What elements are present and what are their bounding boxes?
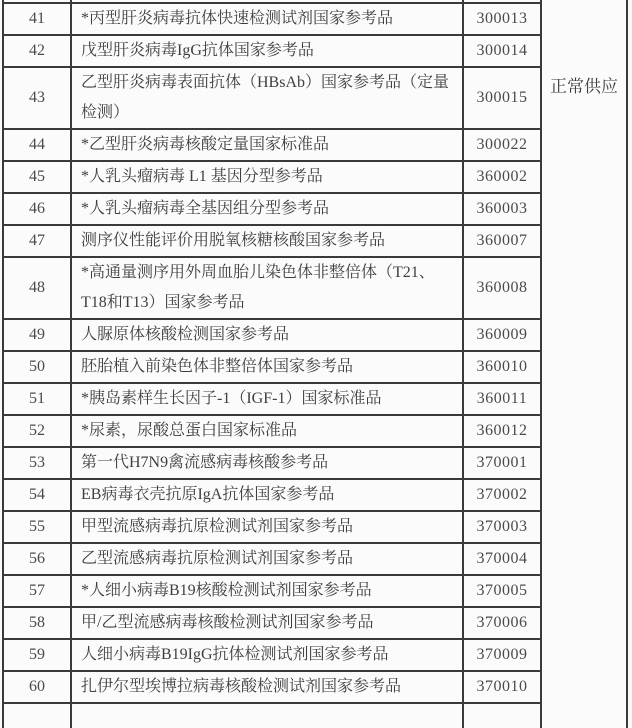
item-code-cell: 300014 — [463, 35, 541, 67]
row-number-cell: 57 — [3, 575, 71, 607]
item-name-cell: *乙型肝炎病毒核酸定量国家标准品 — [71, 129, 463, 161]
item-name-cell: 人细小病毒B19IgG抗体检测试剂国家参考品 — [71, 639, 463, 671]
item-code-cell: 370004 — [463, 543, 541, 575]
item-name-cell: *丙型肝炎病毒抗体快速检测试剂国家参考品 — [71, 3, 463, 35]
row-number-cell: 54 — [3, 479, 71, 511]
item-code-cell: 360011 — [463, 383, 541, 415]
row-number-cell: 42 — [3, 35, 71, 67]
row-number-cell: 58 — [3, 607, 71, 639]
item-code-cell: 370001 — [463, 447, 541, 479]
row-number-cell: 43 — [3, 67, 71, 129]
table-row — [3, 319, 627, 351]
table-row — [3, 479, 627, 511]
row-number-cell: 46 — [3, 193, 71, 225]
table-row — [3, 67, 627, 129]
item-code-cell: 360008 — [463, 257, 541, 319]
table-body — [3, 0, 627, 728]
reference-table-container — [2, 0, 630, 695]
item-code-cell: 300015 — [463, 67, 541, 129]
row-number-cell: 59 — [3, 639, 71, 671]
row-number-cell: 44 — [3, 129, 71, 161]
item-name-cell: EB病毒衣壳抗原IgA抗体国家参考品 — [71, 479, 463, 511]
item-code-cell: 360010 — [463, 351, 541, 383]
item-name-cell: 人脲原体核酸检测国家参考品 — [71, 319, 463, 351]
table-row — [3, 161, 627, 193]
item-code-cell: 360002 — [463, 161, 541, 193]
item-name-cell: 乙型流感病毒抗原检测试剂国家参考品 — [71, 543, 463, 575]
supply-status-label: 正常供应 — [550, 77, 618, 96]
item-code-cell: 360012 — [463, 415, 541, 447]
item-name-cell: 扎伊尔型埃博拉病毒核酸检测试剂国家参考品 — [71, 671, 463, 703]
table-row — [3, 225, 627, 257]
row-number-cell: 41 — [3, 3, 71, 35]
item-name-cell: *人乳头瘤病毒 L1 基因分型参考品 — [71, 161, 463, 193]
partial-number-cell — [3, 703, 71, 728]
item-code-cell: 370009 — [463, 639, 541, 671]
table-row — [3, 351, 627, 383]
item-code-cell: 370003 — [463, 511, 541, 543]
table-row — [3, 3, 627, 35]
partial-row-bottom — [3, 703, 627, 728]
item-name-cell: *胰岛素样生长因子-1（IGF-1）国家标准品 — [71, 383, 463, 415]
table-row — [3, 383, 627, 415]
item-name-cell: *尿素，尿酸总蛋白国家标准品 — [71, 415, 463, 447]
row-number-cell: 50 — [3, 351, 71, 383]
item-code-cell: 300022 — [463, 129, 541, 161]
row-number-cell: 48 — [3, 257, 71, 319]
table-row — [3, 575, 627, 607]
table-row — [3, 193, 627, 225]
table-row — [3, 129, 627, 161]
item-code-cell: 360007 — [463, 225, 541, 257]
item-name-cell: 戊型肝炎病毒IgG抗体国家参考品 — [71, 35, 463, 67]
table-row — [3, 35, 627, 67]
table-row — [3, 447, 627, 479]
table-row — [3, 639, 627, 671]
item-code-cell: 370006 — [463, 607, 541, 639]
item-name-cell: 甲型流感病毒抗原检测试剂国家参考品 — [71, 511, 463, 543]
item-code-cell: 370002 — [463, 479, 541, 511]
item-name-cell: *人乳头瘤病毒全基因组分型参考品 — [71, 193, 463, 225]
row-number-cell: 52 — [3, 415, 71, 447]
table-row — [3, 543, 627, 575]
reference-materials-table — [2, 0, 628, 728]
item-code-cell: 300013 — [463, 3, 541, 35]
row-number-cell: 60 — [3, 671, 71, 703]
item-name-cell: 乙型肝炎病毒表面抗体（HBsAb）国家参考品（定量检测） — [71, 67, 463, 129]
row-number-cell: 56 — [3, 543, 71, 575]
item-code-cell: 360009 — [463, 319, 541, 351]
item-name-cell: 胚胎植入前染色体非整倍体国家参考品 — [71, 351, 463, 383]
item-code-cell: 370005 — [463, 575, 541, 607]
item-code-cell: 370010 — [463, 671, 541, 703]
row-number-cell: 49 — [3, 319, 71, 351]
row-number-cell: 53 — [3, 447, 71, 479]
item-code-cell: 360003 — [463, 193, 541, 225]
table-row — [3, 257, 627, 319]
item-name-cell: 测序仪性能评价用脱氧核糖核酸国家参考品 — [71, 225, 463, 257]
row-number-cell: 51 — [3, 383, 71, 415]
item-name-cell: *人细小病毒B19核酸检测试剂国家参考品 — [71, 575, 463, 607]
item-name-cell: *高通量测序用外周血胎儿染色体非整倍体（T21、T18和T13）国家参考品 — [71, 257, 463, 319]
supply-status-cell — [541, 0, 627, 728]
row-number-cell: 47 — [3, 225, 71, 257]
partial-name-cell — [71, 703, 463, 728]
table-row — [3, 511, 627, 543]
table-row — [3, 607, 627, 639]
item-name-cell: 甲/乙型流感病毒核酸检测试剂国家参考品 — [71, 607, 463, 639]
table-row — [3, 415, 627, 447]
partial-code-cell — [463, 703, 541, 728]
row-number-cell: 55 — [3, 511, 71, 543]
row-number-cell: 45 — [3, 161, 71, 193]
item-name-cell: 第一代H7N9禽流感病毒核酸参考品 — [71, 447, 463, 479]
table-row — [3, 671, 627, 703]
